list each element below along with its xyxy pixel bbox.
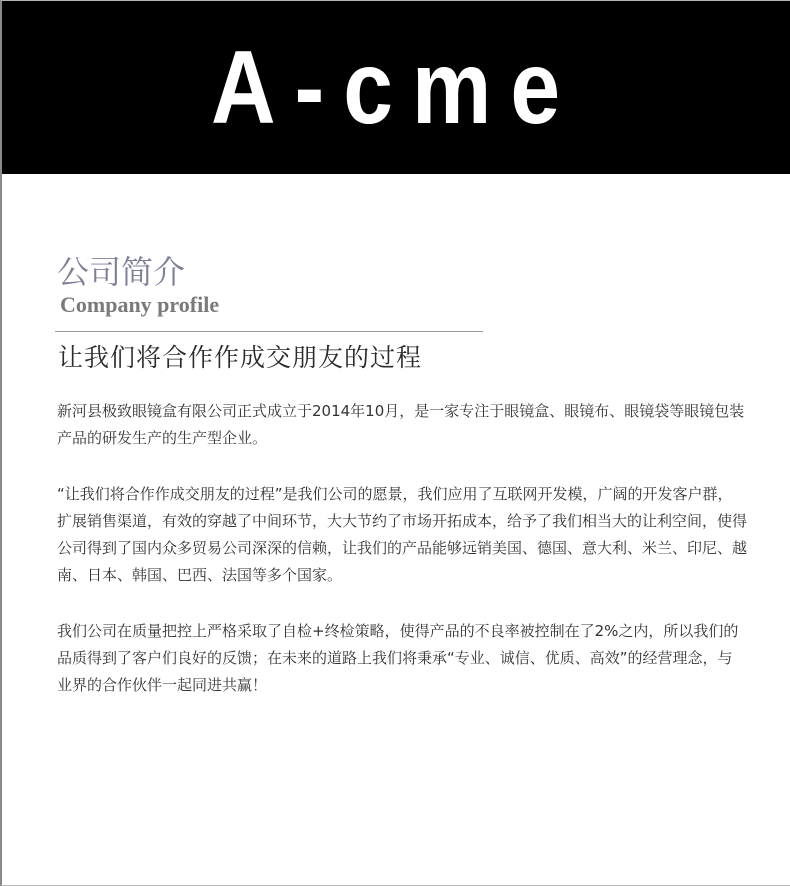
intro-paragraph: 新河县极致眼镜盒有限公司正式成立于2014年10月，是一家专注于眼镜盒、眼镜布、眼镜袋等眼镜包装产品的研发生产的生产型企业。 <box>57 402 745 447</box>
section-divider <box>55 331 483 332</box>
section-subtitle: Company profile <box>60 292 220 317</box>
section-title: 公司简介 <box>57 253 186 291</box>
vision-paragraph: “让我们将合作作成交朋友的过程”是我们公司的愿景，我们应用了互联网开发模，广阔的开发客户群，扩展销售渠道，有效的穿越了中间环节，大大节约了市场开拓成本，给予了我们相当大的让利空间，使得公司得到了国内众多贸易公司深深的信赖，让我们的产品能够远销美国、德国、意大利、米兰、印尼、越南、日本、韩国、巴西、法国等多个国家。 <box>57 485 748 584</box>
header-banner <box>0 0 790 174</box>
slogan-heading: 让我们将合作作成交朋友的过程 <box>58 343 423 372</box>
quality-paragraph: 我们公司在质量把控上严格采取了自检+终检策略，使得产品的不良率被控制在了2%之内，所以我们的品质得到了客户们良好的反馈；在未来的道路上我们将秉承“专业、诚信、优质、高效”的经营理念，与业界的合作伙伴一起同进共赢！ <box>57 622 739 694</box>
brand-logo-text: A-cme <box>211 30 579 146</box>
